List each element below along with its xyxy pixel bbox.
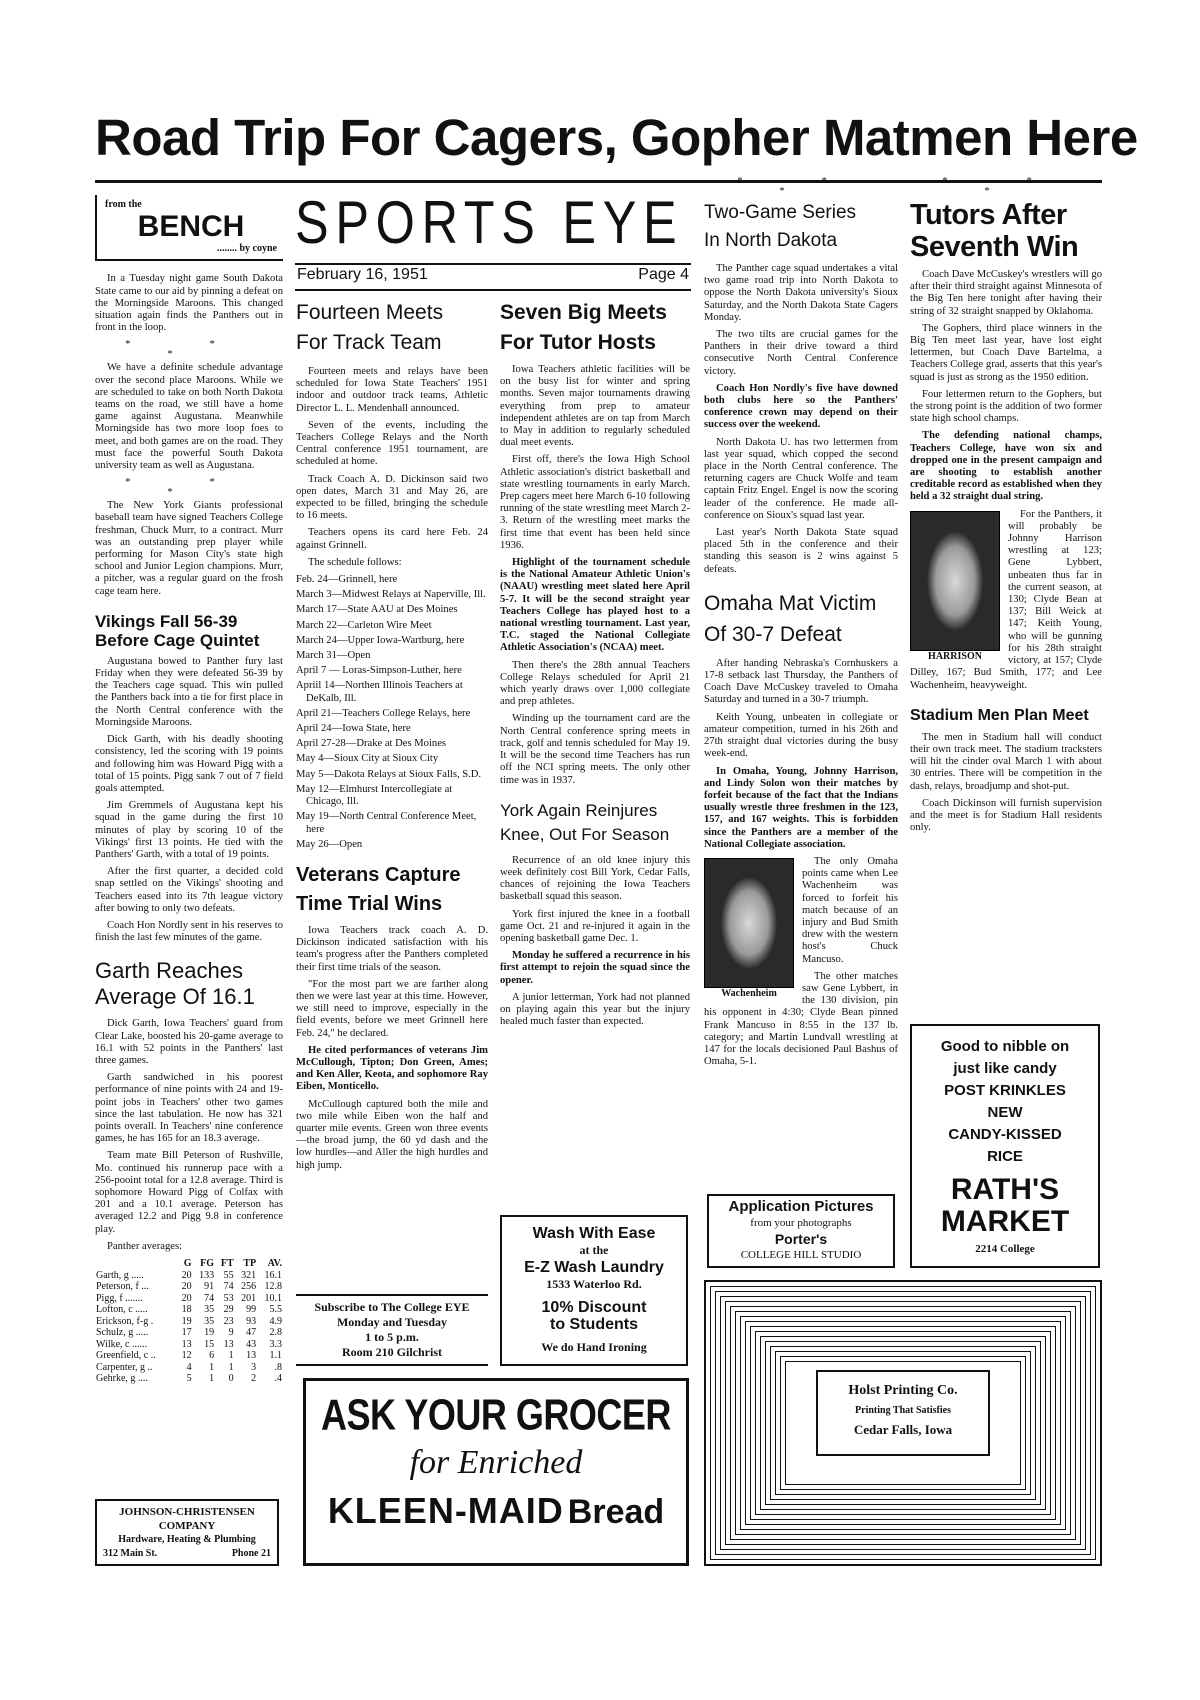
headline-line: Seven Big Meets bbox=[500, 301, 667, 324]
stat-cell: 13 bbox=[181, 1338, 192, 1350]
stat-cell: 23 bbox=[223, 1315, 234, 1327]
subscribe-line: Room 210 Gilchrist bbox=[342, 1345, 442, 1359]
stat-cell: 9 bbox=[228, 1327, 234, 1338]
paragraph: April 24—Iowa State, here bbox=[296, 723, 411, 735]
omaha-story bbox=[704, 658, 898, 851]
paragraph: Feb. 24—Grinnell, here bbox=[296, 574, 398, 586]
paragraph: "For the most part we are farther along then we were last year at this time. However, we still need to improve, especially in the field events, before we meet Grinnell here Feb. 24," he declared. bbox=[296, 978, 488, 1039]
columns-4-5-row bbox=[704, 176, 1102, 1268]
paragraph: Coach Hon Nordly's five have downed both clubs here so the Panthers' conference crown may depend on their success over the weekend. bbox=[704, 382, 898, 431]
paragraph: March 3—Midwest Relays at Naperville, Ill. bbox=[296, 589, 486, 601]
stat-cell: 74 bbox=[223, 1281, 234, 1292]
ad-johnson-christensen bbox=[95, 1499, 279, 1566]
subscribe-line: Subscribe to The College EYE bbox=[314, 1300, 470, 1314]
paragraph: A junior letterman, York had not planned on playing again this year but the injury healed much faster than expected. bbox=[500, 991, 690, 1028]
ad-line: POST KRINKLES bbox=[944, 1082, 1066, 1099]
stat-cell: 5 bbox=[186, 1373, 192, 1384]
paragraph: Garth sandwiched in his poorest performance of nine points with 24 and 19-point jobs in Teachers' other two games since the last tabulation. He now has 321 points overall. In Teachers' nine conference games, he has 165 for an 18.3 average. bbox=[95, 1072, 283, 1145]
ad-kleen-maid-bread bbox=[303, 1378, 689, 1566]
paragraph: The men in Stadium hall will conduct their own track meet. The stadium tracksters will hit the cinder oval March 1 with about 30 entries. There will be competition in the dash, relays, broadjump and shot-put. bbox=[910, 731, 1102, 792]
paragraph: The other matches saw Gene Lybbert, in the 130 division, pin his opponent in 4:30; Clyde Bean pinned Frank Mancuso in 8:55 in the 137 lb. category; and Martin Lundvall wrestling at 147 for the locals decisioned Paul Bashus of Omaha, 5-1. bbox=[704, 970, 898, 1068]
ad-line: ASK YOUR GROCER bbox=[321, 1389, 671, 1439]
ad-line: Cedar Falls, Iowa bbox=[853, 1422, 953, 1437]
seven-meets-headline bbox=[500, 298, 690, 358]
ad-line: Bread bbox=[567, 1493, 665, 1531]
tutors-story bbox=[910, 269, 1102, 504]
stat-cell: 47 bbox=[246, 1327, 257, 1338]
masthead-title: SPORTS EYE bbox=[295, 189, 684, 256]
paragraph: He cited performances of veterans Jim McCullough, Tipton; Don Green, Ames; and Ken Aller, Keota, and sophomore Ray Eiben, Monticello. bbox=[296, 1044, 488, 1093]
stat-cell: 13 bbox=[223, 1338, 234, 1350]
stat-cell: 5.5 bbox=[269, 1304, 282, 1315]
table-row bbox=[95, 1350, 283, 1362]
ad-line: Printing That Satisfies bbox=[855, 1405, 951, 1416]
column-3 bbox=[500, 296, 690, 1366]
paragraph: Coach Hon Nordly sent in his reserves to finish the last few minutes of the game. bbox=[95, 919, 283, 944]
ad-script-line: for Enriched bbox=[409, 1444, 583, 1481]
headline-line: For Tutor Hosts bbox=[500, 331, 656, 354]
ad-line: Holst Printing Co. bbox=[848, 1383, 958, 1398]
player-name: Wilke, c ...... bbox=[96, 1338, 147, 1350]
paragraph: The New York Giants professional baseball team have signed Teachers College freshman, Chuck Murr, to a contract. Murr was an outstanding prep player while performing for Mason City's state high school and Junior Legion champions. Murr, a pitcher, was a regular guard on the frosh cage team here. bbox=[95, 500, 283, 597]
stat-cell: 19 bbox=[204, 1327, 215, 1338]
paragraph: Dick Garth, with his deadly shooting consistency, led the scoring with 19 points and following him was Howard Pigg with a total of 15 points. Pigg sank 7 out of 7 field goals attempted. bbox=[95, 734, 283, 794]
column-2 bbox=[296, 296, 488, 1366]
stat-cell: 29 bbox=[223, 1304, 234, 1315]
paragraph: In a Tuesday night game South Dakota State came to our aid by pinning a defeat on the Morningside Maroons. This changed situation again finds the Panthers out in front in the loop. bbox=[95, 273, 283, 334]
paragraph: For the Panthers, it will probably be Johnny Harrison wrestling at 123; Gene Lybbert, unbeaten thus far in the current season, at 130; Clyde Bean at 137; Bill Weick at 147; Keith Young, who will be gunning for his 28th straight victory, at 157; Clyde Dilley, 167; Bud Smith, 177; and Lee Wachenheim, heavyweight. bbox=[910, 508, 1102, 691]
paragraph: March 24—Upper Iowa-Wartburg, here bbox=[296, 634, 465, 646]
ad-line: 1533 Waterloo Rd. bbox=[546, 1277, 642, 1291]
player-name: Pigg, f ....... bbox=[96, 1292, 143, 1304]
ad-line: NEW bbox=[987, 1104, 1023, 1121]
stat-cell: 0 bbox=[228, 1373, 234, 1384]
dateline bbox=[297, 266, 689, 284]
masthead bbox=[295, 188, 691, 260]
paragraph: May 12—Elmhurst Intercollegiate at Chicago, Ill. bbox=[296, 783, 453, 808]
stat-cell: 13 bbox=[246, 1350, 257, 1361]
stat-cell: 2.8 bbox=[269, 1327, 282, 1338]
portrait-image bbox=[910, 511, 1000, 651]
seven-meets-story bbox=[500, 364, 690, 787]
headline-line: Veterans Capture bbox=[296, 863, 461, 886]
stat-cell: 99 bbox=[246, 1304, 257, 1315]
column-header: FG bbox=[200, 1258, 215, 1269]
headline-line: In North Dakota bbox=[704, 230, 838, 251]
bench-column-header bbox=[95, 195, 283, 261]
ad-line: Hardware, Heating & Plumbing bbox=[118, 1534, 256, 1545]
headline-line: Seventh Win bbox=[910, 231, 1079, 263]
track-schedule bbox=[296, 574, 488, 851]
subscribe-line: Monday and Tuesday bbox=[336, 1315, 448, 1329]
stat-cell: 1.1 bbox=[269, 1350, 282, 1361]
column-header: FT bbox=[220, 1258, 234, 1269]
ad-line: at the bbox=[579, 1243, 609, 1257]
stat-cell: 133 bbox=[199, 1269, 215, 1281]
stat-cell: 201 bbox=[241, 1292, 257, 1304]
stat-cell: 91 bbox=[204, 1281, 215, 1292]
columns-4-5 bbox=[704, 176, 1102, 1566]
stat-cell: 15 bbox=[204, 1338, 215, 1350]
ad-line: Wash With Ease bbox=[532, 1225, 656, 1242]
stat-cell: 2 bbox=[251, 1373, 257, 1384]
player-name: Garth, g ..... bbox=[96, 1269, 144, 1281]
paragraph: Track Coach A. D. Dickinson said two open dates, March 31 and May 26, are expected to be filled, bringing the schedule to 16 meets. bbox=[296, 473, 488, 522]
two-game-story bbox=[704, 263, 898, 576]
ad-line: Application Pictures bbox=[728, 1198, 874, 1215]
column-header: TP bbox=[243, 1258, 257, 1269]
stat-cell: 20 bbox=[181, 1269, 192, 1281]
vikings-headline: Vikings Fall 56-39 Before Cage Quintet bbox=[95, 611, 260, 650]
ad-store-name: MARKET bbox=[940, 1205, 1070, 1238]
stat-cell: 55 bbox=[223, 1269, 234, 1281]
player-name: Carpenter, g .. bbox=[96, 1361, 153, 1373]
table-row bbox=[95, 1316, 283, 1328]
stat-cell: 1 bbox=[209, 1361, 215, 1373]
ad-holst-center bbox=[816, 1370, 990, 1456]
headline-line: Fourteen Meets bbox=[296, 301, 444, 324]
ad-line: RICE bbox=[987, 1148, 1023, 1165]
paragraph: Four lettermen return to the Gophers, but the strong point is the addition of two former state high school champs. bbox=[910, 388, 1102, 425]
york-headline bbox=[500, 799, 690, 847]
paragraph: McCullough captured both the mile and two mile while Eiben won the half and quarter mile events. Green won three events—the broad jump, the 60 yd dash and the low hurdles—and Aller the high hurdles and high jump. bbox=[296, 1098, 488, 1171]
paragraph: Monday he suffered a recurrence in his first attempt to rejoin the squad since the opener. bbox=[500, 950, 690, 986]
paragraph: April 21—Teachers College Relays, here bbox=[296, 707, 471, 719]
player-name: Schulz, g ..... bbox=[96, 1327, 149, 1338]
ad-line: E-Z Wash Laundry bbox=[524, 1259, 664, 1276]
paragraph: Augustana bowed to Panther fury last Friday when they were defeated 56-39 by the Teachers cage squad. This win pulled the Panthers back into a tie for first place in the North Central conference with the Morningside Maroons. bbox=[95, 655, 283, 728]
ad-line: Porter's bbox=[774, 1231, 828, 1247]
harrison-photo bbox=[910, 511, 1000, 663]
ad-company: COMPANY bbox=[158, 1520, 216, 1532]
table-row bbox=[95, 1327, 283, 1339]
table-row bbox=[95, 1373, 283, 1385]
column-header: G bbox=[183, 1258, 192, 1269]
veterans-headline bbox=[296, 861, 488, 919]
subscribe-notice bbox=[296, 1294, 488, 1366]
stat-cell: 20 bbox=[181, 1281, 192, 1292]
paragraph: May 26—Open bbox=[296, 838, 363, 850]
paragraph: Seven of the events, including the Teachers College Relays and the North Central conference 1951 tournament, are scheduled at home. bbox=[296, 419, 488, 468]
columns-2-3 bbox=[296, 296, 691, 1566]
paragraph: After the first quarter, a decided cold snap settled on the Vikings' shooting and Teachers eased into its 7th league victory after bowing to only two defeats. bbox=[95, 866, 283, 914]
ad-line: CANDY-KISSED bbox=[948, 1126, 1062, 1143]
stat-cell: .8 bbox=[274, 1361, 282, 1373]
player-name: Lofton, c ..... bbox=[96, 1304, 148, 1315]
stadium-story bbox=[910, 732, 1102, 835]
bench-byline: ........ by coyne bbox=[217, 243, 277, 255]
ad-ez-wash-laundry bbox=[500, 1215, 688, 1366]
stat-cell: 1 bbox=[228, 1350, 234, 1361]
stat-cell: 35 bbox=[204, 1315, 215, 1327]
paragraph: The Gophers, third place winners in the Big Ten meet last year, have lost eight lettermen, but Coach Dave Bartelma, a Teachers College grad, asserts that this year's squad is just as strong as the 1950 edition. bbox=[910, 322, 1102, 383]
separator-dots: * * * bbox=[125, 476, 253, 499]
paragraph: Coach Dickinson will furnish supervision and the meet is for Stadium Hall residents only. bbox=[910, 797, 1102, 834]
paragraph: Keith Young, unbeaten in collegiate or amateur competition, turned in his 26th and 27th straight dual victories during the busy week-end. bbox=[704, 711, 898, 760]
paragraph: April 7 — Loras-Simpson-Luther, here bbox=[296, 665, 462, 677]
paragraph: The defending national champs, Teachers College, have won six and dropped one in the present campaign and are shooting to establish another creditable record as established when they held a 32 straight dual string. bbox=[910, 430, 1102, 503]
wachenheim-photo bbox=[704, 858, 794, 1000]
player-name: Erickson, f-g . bbox=[96, 1315, 154, 1327]
paragraph: Highlight of the tournament schedule is the National Amateur Athletic Union's (NAAU) wrestling meet slated here April 5-7. It will be the second straight year Teachers College has played host to a national wrestling tournament. Last year, T.C. staged the National Collegiate Athletic Association's (NCAA) meet. bbox=[500, 557, 690, 654]
stat-cell: 20 bbox=[181, 1292, 192, 1304]
paragraph: May 4—Sioux City at Sioux City bbox=[296, 753, 439, 765]
veterans-story bbox=[296, 925, 488, 1172]
column-4 bbox=[704, 176, 898, 1268]
ad-line: to Students bbox=[550, 1316, 638, 1333]
paragraph: May 5—Dakota Relays at Sioux Falls, S.D. bbox=[296, 768, 482, 780]
stat-cell: 10.1 bbox=[264, 1292, 282, 1304]
ad-line: COLLEGE HILL STUDIO bbox=[740, 1249, 862, 1261]
stat-cell: .4 bbox=[274, 1373, 282, 1384]
table-row bbox=[95, 1362, 283, 1374]
paragraph: April 27-28—Drake at Des Moines bbox=[296, 738, 447, 750]
stat-cell: 12 bbox=[181, 1350, 192, 1361]
column-header: AV. bbox=[267, 1258, 282, 1269]
stat-cell: 4.9 bbox=[269, 1315, 282, 1327]
player-name: Gehrke, g .... bbox=[96, 1373, 148, 1384]
paragraph: After handing Nebraska's Cornhuskers a 17-8 setback last Thursday, the Panthers of Coach Dave McCuskey traveled to Omaha Saturday and turned in a 30-7 triumph. bbox=[704, 657, 898, 706]
paragraph: Teachers opens its card here Feb. 24 against Grinnell. bbox=[296, 527, 488, 551]
paragraph: Iowa Teachers track coach A. D. Dickinson indicated satisfaction with his team's progress after the Panthers completed their first time trials of the season. bbox=[296, 924, 488, 973]
headline-line: Knee, Out For Season bbox=[500, 824, 670, 844]
paragraph: York first injured the knee in a football game Oct. 21 and re-injured it again in the opening basketball game Dec. 1. bbox=[500, 908, 690, 944]
columns-2-3-row bbox=[296, 296, 691, 1366]
portrait-image bbox=[704, 858, 794, 988]
stat-cell: 19 bbox=[181, 1315, 192, 1327]
two-game-headline bbox=[704, 199, 898, 255]
column-3-flow bbox=[500, 296, 690, 1033]
column-5-flow bbox=[910, 176, 1102, 839]
paragraph: The Panther cage squad undertakes a vital two game road trip into North Dakota to oppose the North Dakota university's Sioux Saturday, and the North Dakota State Cagers Monday. bbox=[704, 263, 898, 323]
paragraph: Last year's North Dakota State squad placed 5th in the conference and their standing this season is 2 wins against 5 defeats. bbox=[704, 527, 898, 575]
stat-cell: 53 bbox=[223, 1292, 234, 1304]
table-row bbox=[95, 1304, 283, 1316]
ad-store-name: RATH'S bbox=[950, 1173, 1060, 1206]
paragraph: May 19—North Central Conference Meet, here bbox=[296, 811, 477, 835]
ad-porters-studio bbox=[707, 1194, 895, 1268]
paragraph: Then there's the 28th annual Teachers College Relays scheduled for April 21 which yearly draws over 1,000 collegiate and prep athletes. bbox=[500, 659, 690, 708]
stat-cell: 321 bbox=[241, 1269, 257, 1281]
player-name: Greenfield, c .. bbox=[96, 1350, 156, 1361]
stat-cell: 4 bbox=[186, 1361, 192, 1373]
masthead-rule bbox=[295, 263, 691, 265]
paragraph: Fourteen meets and relays have been scheduled for Iowa State Teachers' 1951 indoor and outdoor track teams, Athletic Director L. L. Mendenhall announced. bbox=[296, 366, 488, 414]
stat-cell: 1 bbox=[228, 1361, 234, 1373]
player-name: Peterson, f ... bbox=[96, 1281, 149, 1292]
bench-title: BENCH bbox=[137, 210, 245, 244]
stat-cell: 16.1 bbox=[264, 1269, 282, 1281]
paragraph: The schedule follows: bbox=[308, 556, 402, 568]
stat-cell: 256 bbox=[241, 1281, 257, 1292]
stadium-headline: Stadium Men Plan Meet bbox=[910, 706, 1089, 724]
paragraph: March 22—Carleton Wire Meet bbox=[296, 619, 432, 631]
paragraph: Panther averages: bbox=[107, 1240, 183, 1252]
ad-line: 10% Discount bbox=[541, 1299, 647, 1316]
headline-line: Tutors After bbox=[910, 199, 1067, 231]
track-story bbox=[296, 366, 488, 569]
bench-kicker: from the bbox=[105, 199, 142, 210]
ad-raths-market bbox=[910, 1024, 1100, 1268]
panther-averages-table bbox=[95, 1258, 283, 1385]
headline-line: Two-Game Series bbox=[704, 202, 857, 223]
table-row bbox=[95, 1270, 283, 1282]
ad-line: Good to nibble on bbox=[940, 1038, 1070, 1055]
ad-address: 312 Main St. bbox=[103, 1548, 158, 1559]
column-4-flow bbox=[704, 176, 898, 1073]
paragraph: First off, there's the Iowa High School Athletic association's district basketball and state wrestling tournaments in early March. Prep cagers meet here March 6-10 following running of the state wrestling meet March 2-3. Return of the wrestling meet marks the first time that event has been held since 1936. bbox=[500, 454, 690, 551]
separator-dots: * * * bbox=[125, 338, 253, 361]
brand-name: KLEEN-MAID bbox=[327, 1490, 564, 1531]
ad-line: from your photographs bbox=[750, 1217, 852, 1229]
paragraph: March 31—Open bbox=[296, 650, 371, 662]
headline-line: Of 30-7 Defeat bbox=[704, 622, 842, 646]
stat-cell: 3 bbox=[251, 1361, 257, 1373]
column-5 bbox=[910, 176, 1102, 1268]
vikings-story bbox=[95, 656, 283, 944]
stat-cell: 6 bbox=[209, 1350, 215, 1361]
dateline-rule bbox=[295, 289, 691, 291]
garth-headline: Garth Reaches Average Of 16.1 bbox=[95, 958, 255, 1010]
paragraph: We have a definite schedule advantage over the second place Maroons. While we are scheduled to take on both North Dakota teams on the road, we still have a home game against Augustana. Meanwhile Morningside has two more loop foes to meet, and both games are on the road. They must face the powerful South Dakota university team as well as Augustana. bbox=[95, 362, 283, 472]
stat-cell: 43 bbox=[246, 1338, 257, 1350]
photo-caption: HARRISON bbox=[928, 650, 982, 662]
stat-cell: 3.3 bbox=[269, 1338, 282, 1350]
photo-caption: Wachenheim bbox=[721, 987, 777, 999]
stat-cell: 1 bbox=[209, 1373, 215, 1384]
paragraph: Team mate Bill Peterson of Rushville, Mo. continued his runnerup pace with a 256-pooint total for a 12.8 average. Third is sophomore Howard Pigg of Colfax with 201 and a 10.1 average. Peterson has averaged 12.2 and Pigg 9.8 in conference play. bbox=[95, 1150, 283, 1235]
paragraph: The only Omaha points came when Lee Wachenheim was forced to forfeit his match because of an injury and Bud Smith drew with the western host's Chuck Mancuso. bbox=[802, 855, 898, 965]
paragraph: March 17—State AAU at Des Moines bbox=[296, 604, 458, 616]
ad-line: just like candy bbox=[953, 1060, 1057, 1077]
paragraph: Dick Garth, Iowa Teachers' guard from Clear Lake, boosted his 20-game average to 16.1 with 52 points in the Panthers' last three games. bbox=[95, 1018, 283, 1066]
tutors-headline bbox=[910, 199, 1102, 263]
headline-line: Omaha Mat Victim bbox=[704, 591, 877, 615]
garth-story bbox=[95, 1018, 283, 1253]
headline-line: Time Trial Wins bbox=[296, 892, 443, 915]
paragraph: Recurrence of an old knee injury this week definitely cost Bill York, Cedar Falls, chances of rejoining the Iowa Teachers basketball squad this season. bbox=[500, 854, 690, 903]
omaha-headline bbox=[704, 588, 898, 650]
paragraph: Winding up the tournament card are the North Central conference spring meets in track, golf and tennis scheduled for May 19. It will be the second time Teachers has run off the NCI spring meets. The only other time was in 1937. bbox=[500, 713, 690, 786]
subscribe-line: 1 to 5 p.m. bbox=[365, 1330, 419, 1344]
paragraph: The two tilts are crucial games for the Panthers in their drive toward a third consecutive North Central Conference victory. bbox=[704, 329, 898, 377]
headline-line: York Again Reinjures bbox=[500, 800, 658, 820]
table-row bbox=[95, 1339, 283, 1351]
stat-cell: 35 bbox=[204, 1304, 215, 1315]
stat-cell: 93 bbox=[246, 1315, 257, 1327]
track-headline bbox=[296, 298, 488, 358]
page-headline: Road Trip For Cagers, Gopher Matmen Here bbox=[95, 109, 1138, 166]
column-1 bbox=[95, 195, 283, 1566]
column-1-flow bbox=[95, 195, 283, 1385]
headline-line: For Track Team bbox=[296, 331, 442, 354]
column-2-flow bbox=[296, 296, 488, 1177]
issue-date: February 16, 1951 bbox=[297, 266, 428, 283]
ad-address: 2214 College bbox=[975, 1243, 1035, 1255]
page-number: Page 4 bbox=[638, 266, 689, 283]
ad-name: JOHNSON-CHRISTENSEN bbox=[119, 1506, 255, 1518]
stat-cell: 12.8 bbox=[264, 1281, 282, 1292]
separator-dots: * * * bbox=[942, 175, 1070, 197]
paragraph: Apriil 14—Northen Illinois Teachers at DeKalb, Ill. bbox=[296, 680, 463, 704]
stat-cell: 17 bbox=[181, 1327, 192, 1338]
paragraph: Coach Dave McCuskey's wrestlers will go after their third straight against Minnesota of the Big Ten here tonight after having their string of 32 straight snapped by Oklahoma. bbox=[910, 269, 1102, 317]
table-row bbox=[95, 1293, 283, 1305]
stat-cell: 74 bbox=[204, 1292, 215, 1304]
table-row bbox=[95, 1281, 283, 1293]
paragraph: In Omaha, Young, Johnny Harrison, and Lindy Solon won their matches by forfeit because of the fact that the Indians usually wrestle three freshmen in the 123, 157, and 167 weights. This is forbidden since the Panthers are a member of the National Collegiate association. bbox=[704, 765, 898, 850]
paragraph: North Dakota U. has two lettermen from last year squad, which copped the second place in the North Central conference. The returning cagers are Chuck Wolfe and team captain Fritz Engel. Engel is now the scoring leader of the conference. He made all-conference on Sioux's squad last year. bbox=[704, 436, 898, 521]
paragraph: Jim Gremmels of Augustana kept his squad in the game during the first 10 minutes of play by scoring 10 of the Vikings' first 13 points. He tied with the Panthers' Garth, with a total of 19 points. bbox=[95, 800, 283, 860]
york-story bbox=[500, 855, 690, 1029]
stat-cell: 18 bbox=[181, 1304, 192, 1315]
ad-holst-printing bbox=[704, 1280, 1102, 1566]
paragraph: Iowa Teachers athletic facilities will be on the busy list for winter and spring months. Seven major tournaments drawing everything from prep to amateur independent athletes are on tap from March to May in addition to regularly scheduled dual meet events. bbox=[500, 364, 690, 449]
column-header bbox=[95, 1258, 177, 1270]
separator-dots: * * * bbox=[737, 175, 865, 197]
ad-phone: Phone 21 bbox=[231, 1548, 271, 1559]
ad-line: We do Hand Ironing bbox=[541, 1340, 647, 1354]
